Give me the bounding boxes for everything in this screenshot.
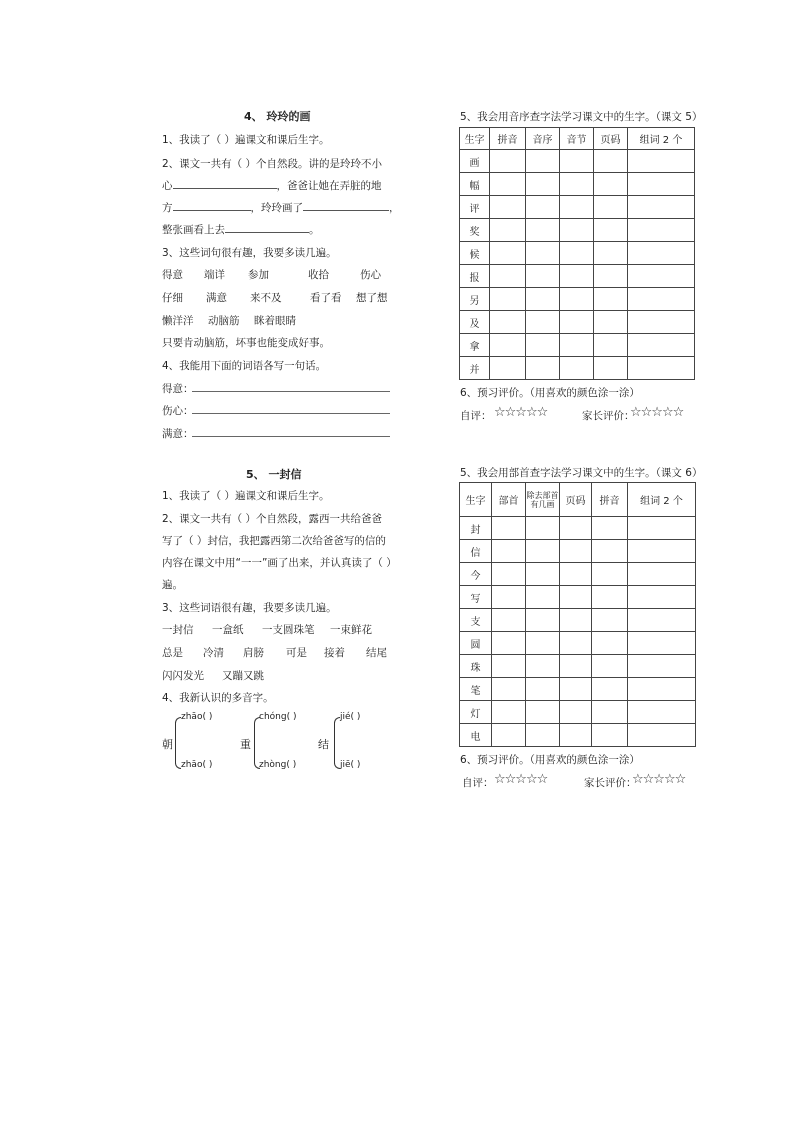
input-cell[interactable] [526, 724, 560, 747]
write-label: 伤心： [162, 405, 194, 417]
input-cell[interactable] [628, 517, 696, 540]
char-cell: 奖 [460, 219, 490, 242]
input-cell[interactable] [492, 724, 526, 747]
lesson4-title: 4、 玲玲的画 [244, 110, 311, 123]
lesson5-q3: 3、这些词语很有趣，我要多读几遍。 [162, 602, 337, 614]
word: 一束鲜花 [330, 624, 372, 636]
eval5-parent-label: 家长评价： [582, 410, 635, 422]
input-cell[interactable] [492, 632, 526, 655]
input-cell[interactable] [560, 288, 594, 311]
table-row [460, 334, 695, 357]
lesson5-q2-line1: 2、课文一共有（ ）个自然段，露西一共给爸爸 [162, 513, 383, 525]
word: 想了想 [356, 292, 388, 304]
word: 可是 [286, 647, 307, 659]
input-cell[interactable] [526, 265, 560, 288]
input-cell[interactable] [628, 701, 696, 724]
poly-reading: zhāo( ) [181, 760, 213, 770]
input-cell[interactable] [492, 655, 526, 678]
lesson5-q4: 4、我新认识的多音字。 [162, 692, 274, 704]
table-row [460, 609, 696, 632]
input-cell[interactable] [560, 609, 592, 632]
lesson5-title: 5、 一封信 [246, 468, 302, 481]
input-cell[interactable] [526, 357, 560, 380]
word: 仔细 [162, 292, 183, 304]
write-label: 满意： [162, 428, 194, 440]
word: 伤心 [360, 269, 381, 281]
char-cell: 及 [460, 311, 490, 334]
input-cell[interactable] [526, 288, 560, 311]
input-cell[interactable] [490, 334, 526, 357]
header-cell: 拼音 [490, 128, 526, 150]
word: 一封信 [162, 624, 194, 636]
input-cell[interactable] [628, 219, 695, 242]
input-cell[interactable] [560, 517, 592, 540]
input-cell[interactable] [594, 334, 628, 357]
input-cell[interactable] [628, 632, 696, 655]
input-cell[interactable] [526, 334, 560, 357]
table-row [460, 196, 695, 219]
input-cell[interactable] [490, 357, 526, 380]
input-cell[interactable] [628, 311, 695, 334]
input-cell[interactable] [594, 265, 628, 288]
input-cell[interactable] [592, 563, 628, 586]
input-cell[interactable] [526, 311, 560, 334]
word: 结尾 [366, 647, 387, 659]
poly-reading: chóng( ) [259, 712, 297, 722]
input-cell[interactable] [492, 701, 526, 724]
header-cell: 组词 2 个 [628, 483, 696, 517]
lesson4-q1: 1、我读了（ ）遍课文和课后生字。 [162, 134, 330, 146]
input-cell[interactable] [490, 196, 526, 219]
lesson4-q2-line3: 方 ，玲玲画了 ， [162, 199, 400, 215]
input-cell[interactable] [560, 563, 592, 586]
write-label: 得意： [162, 383, 194, 395]
input-cell[interactable] [526, 540, 560, 563]
input-cell[interactable] [592, 701, 628, 724]
table-row [460, 632, 696, 655]
input-cell[interactable] [628, 655, 696, 678]
input-cell[interactable] [560, 632, 592, 655]
eval6-title: 6、预习评价。（用喜欢的颜色涂一涂） [460, 754, 640, 766]
word: 参加 [248, 269, 269, 281]
char-cell: 珠 [460, 655, 492, 678]
input-cell[interactable] [594, 196, 628, 219]
input-cell[interactable] [560, 724, 592, 747]
word: 冷清 [203, 647, 224, 659]
input-cell[interactable] [628, 609, 696, 632]
lesson4-q2-line2: 心 ，爸爸让她在弄脏的地 [162, 177, 382, 193]
table5-grid [459, 127, 695, 380]
table-row [460, 701, 696, 724]
header-cell: 页码 [560, 483, 592, 517]
table-row [460, 288, 695, 311]
input-cell[interactable] [628, 288, 695, 311]
header-cell: 部首 [492, 483, 526, 517]
char-cell: 支 [460, 609, 492, 632]
input-cell[interactable] [492, 609, 526, 632]
input-cell[interactable] [526, 150, 560, 173]
table-row [460, 586, 696, 609]
input-cell[interactable] [560, 219, 594, 242]
word: 收拾 [308, 269, 329, 281]
input-cell[interactable] [526, 655, 560, 678]
word: 懒洋洋 [162, 315, 194, 327]
char-cell: 信 [460, 540, 492, 563]
write-line[interactable] [192, 413, 390, 414]
input-cell[interactable] [594, 242, 628, 265]
input-cell[interactable] [526, 701, 560, 724]
char-cell: 写 [460, 586, 492, 609]
word: 一支圆珠笔 [262, 624, 315, 636]
header-cell: 音节 [560, 128, 594, 150]
word: 满意 [206, 292, 227, 304]
blank-field[interactable] [225, 221, 309, 233]
table-row [460, 219, 695, 242]
lesson4-q2-line4: 整张画看上去 。 [162, 221, 320, 237]
write-line[interactable] [192, 391, 390, 392]
table-row [460, 540, 696, 563]
table6-header-row [460, 483, 696, 517]
header-cell: 页码 [594, 128, 628, 150]
input-cell[interactable] [560, 265, 594, 288]
lesson4-sentence: 只要肯动脑筋，坏事也能变成好事。 [162, 337, 330, 349]
poly-reading: zhòng( ) [259, 760, 297, 770]
eval5-self-label: 自评： [460, 410, 492, 422]
word: 看了看 [310, 292, 342, 304]
lesson4-q4: 4、我能用下面的词语各写一句话。 [162, 360, 327, 372]
input-cell[interactable] [526, 173, 560, 196]
input-cell[interactable] [560, 655, 592, 678]
input-cell[interactable] [628, 173, 695, 196]
input-cell[interactable] [628, 265, 695, 288]
header-cell: 组词 2 个 [628, 128, 695, 150]
input-cell[interactable] [594, 173, 628, 196]
input-cell[interactable] [490, 311, 526, 334]
star-rating-icon[interactable]: ☆☆☆☆☆ [632, 772, 686, 787]
header-cell: 除去部首有几画 [526, 483, 560, 517]
word: 又蹦又跳 [222, 670, 264, 682]
table-row [460, 311, 695, 334]
input-cell[interactable] [592, 632, 628, 655]
input-cell[interactable] [594, 288, 628, 311]
input-cell[interactable] [594, 150, 628, 173]
word: 眯着眼睛 [254, 315, 296, 327]
char-cell: 候 [460, 242, 490, 265]
input-cell[interactable] [490, 173, 526, 196]
input-cell[interactable] [628, 586, 696, 609]
poly-char: 朝 [162, 738, 173, 751]
word: 动脑筋 [208, 315, 240, 327]
input-cell[interactable] [526, 517, 560, 540]
input-cell[interactable] [560, 357, 594, 380]
table-row [460, 655, 696, 678]
input-cell[interactable] [592, 540, 628, 563]
table-row [460, 173, 695, 196]
input-cell[interactable] [560, 311, 594, 334]
input-cell[interactable] [592, 609, 628, 632]
char-cell: 幅 [460, 173, 490, 196]
blank-field[interactable] [303, 199, 389, 211]
input-cell[interactable] [490, 219, 526, 242]
input-cell[interactable] [628, 334, 695, 357]
input-cell[interactable] [628, 242, 695, 265]
input-cell[interactable] [560, 173, 594, 196]
input-cell[interactable] [592, 724, 628, 747]
input-cell[interactable] [526, 632, 560, 655]
header-cell: 生字 [460, 483, 492, 517]
input-cell[interactable] [492, 563, 526, 586]
input-cell[interactable] [594, 311, 628, 334]
char-cell: 拿 [460, 334, 490, 357]
input-cell[interactable] [526, 219, 560, 242]
lesson5-q2-line3: 内容在课文中用“一一”画了出来，并认真读了（ ） [162, 557, 397, 569]
lesson5-q2-line4: 遍。 [162, 579, 183, 591]
char-cell: 报 [460, 265, 490, 288]
input-cell[interactable] [490, 265, 526, 288]
input-cell[interactable] [628, 150, 695, 173]
header-cell: 拼音 [592, 483, 628, 517]
poly-reading: jiē( ) [340, 760, 361, 770]
input-cell[interactable] [492, 586, 526, 609]
word: 总是 [162, 647, 183, 659]
char-cell: 电 [460, 724, 492, 747]
input-cell[interactable] [628, 357, 695, 380]
blank-field[interactable] [173, 199, 251, 211]
poly-reading: zhāo( ) [181, 712, 213, 722]
input-cell[interactable] [526, 242, 560, 265]
word: 得意 [162, 269, 183, 281]
input-cell[interactable] [560, 196, 594, 219]
char-cell: 灯 [460, 701, 492, 724]
table-row [460, 150, 695, 173]
input-cell[interactable] [592, 655, 628, 678]
input-cell[interactable] [628, 724, 696, 747]
eval6-self-label: 自评： [462, 777, 494, 789]
input-cell[interactable] [526, 196, 560, 219]
input-cell[interactable] [594, 357, 628, 380]
lesson4-q2-line1: 2、课文一共有（ ）个自然段。讲的是玲玲不小 [162, 158, 383, 170]
word: 肩膀 [243, 647, 264, 659]
char-cell: 画 [460, 150, 490, 173]
input-cell[interactable] [490, 150, 526, 173]
input-cell[interactable] [560, 678, 592, 701]
star-rating-icon[interactable]: ☆☆☆☆☆ [630, 405, 684, 420]
word: 接着 [324, 647, 345, 659]
input-cell[interactable] [492, 678, 526, 701]
poly-reading: jié( ) [340, 712, 361, 722]
table-row [460, 242, 695, 265]
table-row [460, 265, 695, 288]
lesson4-q3: 3、这些词句很有趣，我要多读几遍。 [162, 247, 337, 259]
char-cell: 并 [460, 357, 490, 380]
input-cell[interactable] [526, 678, 560, 701]
table6-grid [459, 482, 696, 747]
char-cell: 评 [460, 196, 490, 219]
poly-char: 结 [318, 738, 329, 751]
word: 来不及 [250, 292, 282, 304]
star-rating-icon[interactable]: ☆☆☆☆☆ [494, 405, 548, 420]
table5-caption: 5、我会用音序查字法学习课文中的生字。（课文 5） [460, 111, 703, 123]
table-row [460, 678, 696, 701]
write-line[interactable] [192, 436, 390, 437]
input-cell[interactable] [592, 517, 628, 540]
input-cell[interactable] [560, 701, 592, 724]
input-cell[interactable] [526, 586, 560, 609]
input-cell[interactable] [560, 150, 594, 173]
table6-caption: 5、我会用部首查字法学习课文中的生字。（课文 6） [460, 467, 703, 479]
lesson5-q2-line2: 写了（ ）封信，我把露西第二次给爸爸写的信的 [162, 535, 386, 547]
input-cell[interactable] [592, 586, 628, 609]
char-cell: 另 [460, 288, 490, 311]
eval5-title: 6、预习评价。（用喜欢的颜色涂一涂） [460, 387, 640, 399]
blank-field[interactable] [173, 177, 277, 189]
header-cell: 音序 [526, 128, 560, 150]
input-cell[interactable] [592, 678, 628, 701]
table-row [460, 724, 696, 747]
char-cell: 笔 [460, 678, 492, 701]
table-row [460, 357, 695, 380]
char-cell: 今 [460, 563, 492, 586]
table-row [460, 517, 696, 540]
word: 端详 [204, 269, 225, 281]
input-cell[interactable] [628, 678, 696, 701]
word: 闪闪发光 [162, 670, 204, 682]
char-cell: 圆 [460, 632, 492, 655]
input-cell[interactable] [492, 517, 526, 540]
word: 一盒纸 [212, 624, 244, 636]
input-cell[interactable] [628, 563, 696, 586]
input-cell[interactable] [490, 288, 526, 311]
input-cell[interactable] [560, 540, 592, 563]
input-cell[interactable] [628, 196, 695, 219]
char-cell: 封 [460, 517, 492, 540]
input-cell[interactable] [560, 242, 594, 265]
star-rating-icon[interactable]: ☆☆☆☆☆ [494, 772, 548, 787]
lesson5-q1: 1、我读了（ ）遍课文和课后生字。 [162, 490, 330, 502]
table5-header-row [460, 128, 695, 150]
eval6-parent-label: 家长评价： [584, 777, 637, 789]
input-cell[interactable] [490, 242, 526, 265]
input-cell[interactable] [526, 609, 560, 632]
input-cell[interactable] [560, 334, 594, 357]
poly-char: 重 [240, 738, 251, 751]
input-cell[interactable] [492, 540, 526, 563]
input-cell[interactable] [560, 586, 592, 609]
input-cell[interactable] [594, 219, 628, 242]
input-cell[interactable] [526, 563, 560, 586]
input-cell[interactable] [628, 540, 696, 563]
table-row [460, 563, 696, 586]
header-cell: 生字 [460, 128, 490, 150]
